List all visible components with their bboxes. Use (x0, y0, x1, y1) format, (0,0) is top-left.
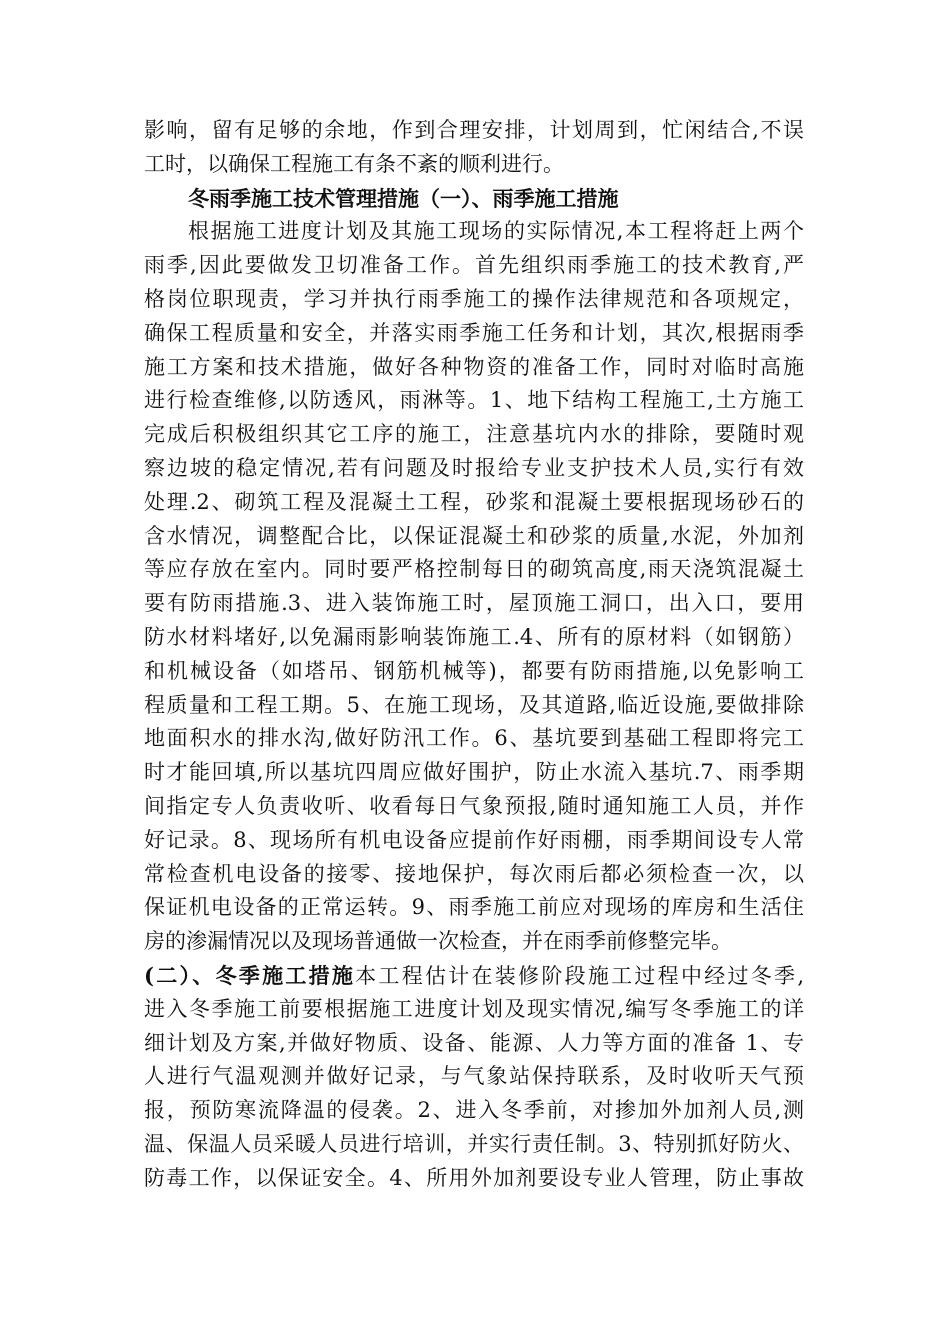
text-line: 察边坡的稳定情况,若有问题及时报给专业支护技术人员,实行有效 (144, 455, 804, 480)
text-line: 根据施工进度计划及其施工现场的实际情况,本工程将赶上两个 (188, 219, 804, 244)
text-line: 温、保温人员采暖人员进行培训，并实行责任制。3、特别抓好防火、 (144, 1131, 804, 1156)
text-run: 本工程估计在装修阶段施工过程中经过冬季, (355, 963, 804, 988)
text-line: 含水情况，调整配合比，以保证混凝土和砂浆的质量,水泥，外加剂 (144, 523, 804, 548)
text-line: 地面积水的排水沟,做好防汛工作。6、基坑要到基础工程即将完工 (144, 726, 804, 751)
text-line: 细计划及方案,并做好物质、设备、能源、人力等方面的准备 1、专 (144, 1030, 804, 1055)
paragraph-winter-season (144, 959, 804, 1196)
text-line: 处理.2、砌筑工程及混凝土工程，砂浆和混凝土要根据现场砂石的 (144, 489, 804, 514)
text-line: 和机械设备（如塔吊、钢筋机械等)，都要有防雨措施,以免影响工 (144, 658, 804, 683)
text-line: 防毒工作，以保证安全。4、所用外加剂要设专业人管理，防止事故 (144, 1165, 804, 1190)
text-line: 时才能回填,所以基坑四周应做好围护，防止水流入基坑.7、雨季期 (144, 760, 804, 785)
text-line: 影响，留有足够的余地，作到合理安排，计划周到，忙闲结合,不误 (144, 118, 804, 142)
text-line: 施工方案和技术措施，做好各种物资的准备工作，同时对临时高施 (144, 354, 804, 379)
text-line: 保证机电设备的正常运转。9、雨季施工前应对现场的库房和生活住 (144, 895, 804, 920)
text-line-with-heading (144, 959, 804, 993)
text-line: 间指定专人负责收听、收看每日气象预报,随时通知施工人员，并作 (144, 793, 804, 818)
text-line: 进入冬季施工前要根据施工进度计划及现实情况,编写冬季施工的详 (144, 996, 804, 1021)
paragraph-rain-season (144, 215, 804, 959)
text-line: 程质量和工程工期。5、在施工现场，及其道路,临近设施,要做排除 (144, 692, 804, 717)
text-line: 常检查机电设备的接零、接地保护，每次雨后都必须检查一次，以 (144, 861, 804, 886)
text-line: 格岗位职现责，学习并执行雨季施工的操作法律规范和各项规定， (144, 286, 804, 311)
text-line: 确保工程质量和安全，并落实雨季施工任务和计划，其次,根据雨季 (144, 320, 804, 345)
text-line: 雨季,因此要做发卫切准备工作。首先组织雨季施工的技术教育,严 (144, 253, 804, 278)
document-page (144, 114, 804, 1196)
text-line: 等应存放在室内。同时要严格控制每日的砌筑高度,雨天浇筑混凝土 (144, 557, 804, 582)
text-line: 工时，以确保工程施工有条不紊的顺利进行。 (144, 151, 564, 176)
text-line: 报，预防寒流降温的侵袭。2、进入冬季前，对掺加外加剂人员,测 (144, 1098, 804, 1123)
text-line: 房的渗漏情况以及现场普通做一次检查，并在雨季前修整完毕。 (144, 929, 732, 954)
text-line: 完成后积极组织其它工序的施工，注意基坑内水的排除，要随时观 (144, 422, 804, 447)
text-line: 进行检查维修,以防透风，雨淋等。1、地下结构工程施工,土方施工 (144, 388, 804, 413)
inline-heading: (二）、冬季施工措施 (144, 962, 356, 988)
section-heading: 冬雨季施工技术管理措施（一）、雨季施工措施 (188, 185, 619, 211)
text-line: 好记录。8、现场所有机电设备应提前作好雨棚，雨季期间设专人常 (144, 827, 804, 852)
text-line: 人进行气温观测并做好记录，与气象站保持联系，及时收听天气预 (144, 1064, 804, 1089)
text-line: 防水材料堵好,以免漏雨影响装饰施工.4、所有的原材料（如钢筋） (144, 624, 804, 649)
paragraph-intro (144, 114, 804, 182)
text-line: 要有防雨措施.3、进入装饰施工时，屋顶施工洞口，出入口，要用 (144, 591, 804, 616)
